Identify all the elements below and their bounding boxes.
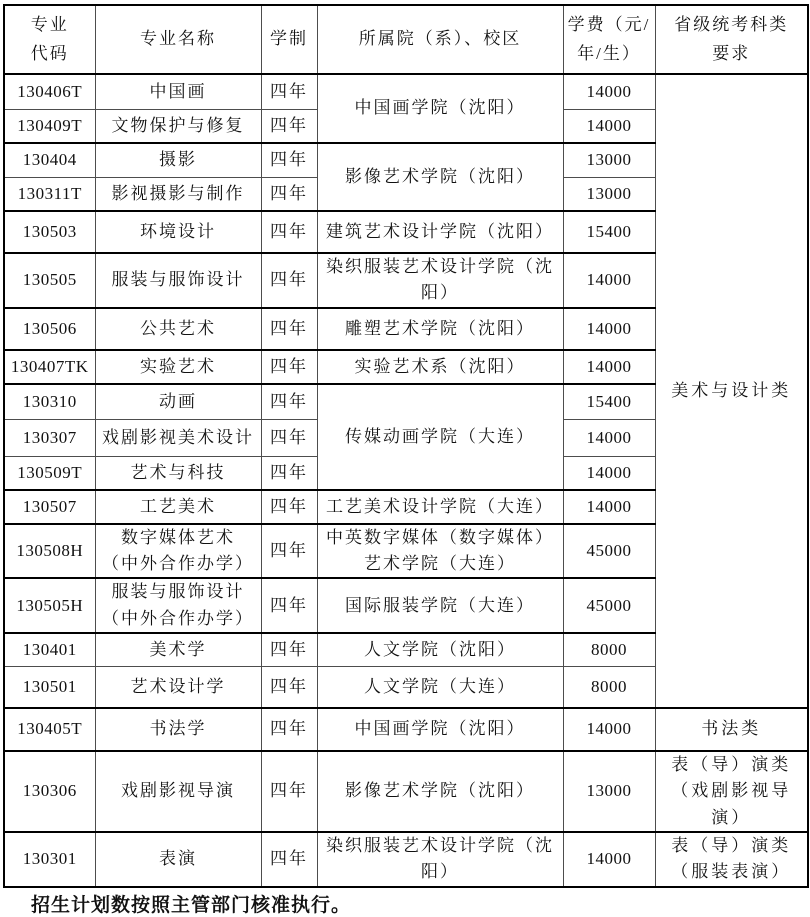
major-code-cell: 130507 [4,490,95,524]
tuition-cell: 14000 [563,253,655,308]
tuition-cell: 45000 [563,524,655,579]
major-name-cell: 摄影 [95,143,261,177]
exam-category-cell: 表（导）演类 （戏剧影视导演） [655,751,808,832]
duration-cell: 四年 [261,350,317,384]
major-name-cell: 中国画 [95,74,261,109]
major-code-cell: 130501 [4,666,95,708]
duration-cell: 四年 [261,832,317,887]
major-code-cell: 130409T [4,109,95,143]
college-cell: 雕塑艺术学院（沈阳） [317,308,563,350]
major-name-cell: 表演 [95,832,261,887]
table-body [4,74,808,887]
tuition-cell: 14000 [563,350,655,384]
tuition-cell: 14000 [563,708,655,751]
major-name-cell: 实验艺术 [95,350,261,384]
duration-cell: 四年 [261,420,317,457]
college-cell: 人文学院（大连） [317,666,563,708]
tuition-cell: 15400 [563,384,655,420]
college-cell: 影像艺术学院（沈阳） [317,143,563,211]
duration-cell: 四年 [261,708,317,751]
major-name-cell: 环境设计 [95,211,261,253]
duration-cell: 四年 [261,751,317,832]
header-major-code: 专业 代码 [4,5,95,74]
college-cell: 实验艺术系（沈阳） [317,350,563,384]
duration-cell: 四年 [261,308,317,350]
header-exam-category: 省级统考科类 要求 [655,5,808,74]
table-header-row [4,5,808,74]
tuition-cell: 13000 [563,143,655,177]
major-code-cell: 130505 [4,253,95,308]
major-code-cell: 130311T [4,177,95,211]
tuition-cell: 14000 [563,420,655,457]
major-code-cell: 130503 [4,211,95,253]
major-name-cell: 服装与服饰设计 [95,253,261,308]
major-name-cell: 戏剧影视导演 [95,751,261,832]
exam-category-cell: 美术与设计类 [655,74,808,708]
duration-cell: 四年 [261,633,317,666]
major-name-cell: 公共艺术 [95,308,261,350]
tuition-cell: 14000 [563,832,655,887]
table-row [4,751,808,832]
duration-cell: 四年 [261,666,317,708]
major-code-cell: 130401 [4,633,95,666]
major-name-cell: 服装与服饰设计 （中外合作办学） [95,578,261,633]
major-code-cell: 130407TK [4,350,95,384]
major-code-cell: 130301 [4,832,95,887]
duration-cell: 四年 [261,457,317,490]
tuition-cell: 8000 [563,666,655,708]
tuition-cell: 14000 [563,490,655,524]
header-college-campus: 所属院（系）、校区 [317,5,563,74]
college-cell: 传媒动画学院（大连） [317,384,563,490]
college-cell: 工艺美术设计学院（大连） [317,490,563,524]
major-code-cell: 130406T [4,74,95,109]
tuition-cell: 45000 [563,578,655,633]
tuition-cell: 13000 [563,751,655,832]
footnote: 招生计划数按照主管部门核准执行。 [31,894,352,916]
college-cell: 人文学院（沈阳） [317,633,563,666]
major-name-cell: 书法学 [95,708,261,751]
header-major-name: 专业名称 [95,5,261,74]
table-row [4,74,808,109]
major-name-cell: 美术学 [95,633,261,666]
header-duration: 学制 [261,5,317,74]
major-name-cell: 工艺美术 [95,490,261,524]
major-name-cell: 影视摄影与制作 [95,177,261,211]
major-name-cell: 数字媒体艺术 （中外合作办学） [95,524,261,579]
duration-cell: 四年 [261,74,317,109]
major-code-cell: 130509T [4,457,95,490]
college-cell: 影像艺术学院（沈阳） [317,751,563,832]
tuition-cell: 14000 [563,308,655,350]
major-code-cell: 130404 [4,143,95,177]
tuition-cell: 14000 [563,109,655,143]
tuition-cell: 15400 [563,211,655,253]
college-cell: 中英数字媒体（数字媒体） 艺术学院（大连） [317,524,563,579]
tuition-cell: 14000 [563,74,655,109]
college-cell: 染织服装艺术设计学院（沈阳） [317,253,563,308]
tuition-cell: 13000 [563,177,655,211]
major-name-cell: 艺术与科技 [95,457,261,490]
duration-cell: 四年 [261,524,317,579]
duration-cell: 四年 [261,143,317,177]
tuition-cell: 14000 [563,457,655,490]
college-cell: 染织服装艺术设计学院（沈阳） [317,832,563,887]
major-code-cell: 130505H [4,578,95,633]
college-cell: 中国画学院（沈阳） [317,708,563,751]
duration-cell: 四年 [261,578,317,633]
major-code-cell: 130306 [4,751,95,832]
college-cell: 国际服装学院（大连） [317,578,563,633]
major-code-cell: 130405T [4,708,95,751]
exam-category-cell: 书法类 [655,708,808,751]
college-cell: 中国画学院（沈阳） [317,74,563,143]
table-row [4,5,808,74]
table-row [4,708,808,751]
tuition-cell: 8000 [563,633,655,666]
major-code-cell: 130307 [4,420,95,457]
duration-cell: 四年 [261,109,317,143]
major-code-cell: 130506 [4,308,95,350]
duration-cell: 四年 [261,490,317,524]
major-name-cell: 文物保护与修复 [95,109,261,143]
major-code-cell: 130310 [4,384,95,420]
duration-cell: 四年 [261,384,317,420]
table-row [4,832,808,887]
major-code-cell: 130508H [4,524,95,579]
exam-category-cell: 表（导）演类 （服装表演） [655,832,808,887]
major-name-cell: 戏剧影视美术设计 [95,420,261,457]
major-name-cell: 动画 [95,384,261,420]
college-cell: 建筑艺术设计学院（沈阳） [317,211,563,253]
majors-tuition-table [3,4,809,888]
duration-cell: 四年 [261,177,317,211]
duration-cell: 四年 [261,253,317,308]
duration-cell: 四年 [261,211,317,253]
major-name-cell: 艺术设计学 [95,666,261,708]
header-tuition: 学费（元/ 年/生） [563,5,655,74]
